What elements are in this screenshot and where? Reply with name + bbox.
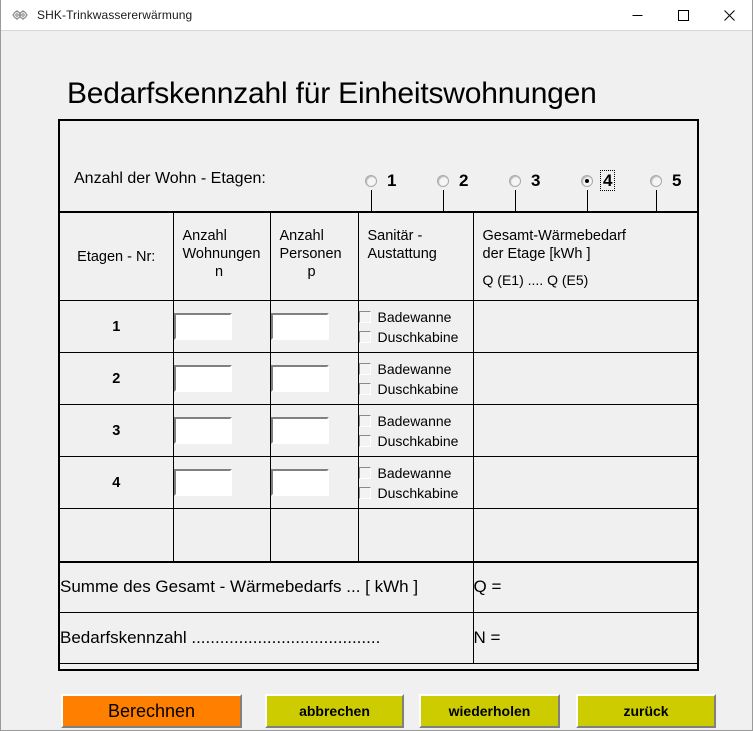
checkbox-indicator-duschkabine[interactable] <box>359 435 371 447</box>
table-row <box>60 457 697 509</box>
form-panel <box>58 119 699 671</box>
personen-input[interactable] <box>271 313 329 340</box>
header-waermebedarf <box>473 213 697 301</box>
table-row <box>60 353 697 405</box>
table-row-empty <box>60 509 697 562</box>
wohnungen-input[interactable] <box>174 313 232 340</box>
checkbox-label-badewanne: Badewanne <box>377 308 452 325</box>
cell-wohnungen <box>173 405 270 457</box>
summary-row-index <box>60 613 697 664</box>
cell-sanitaer <box>358 353 473 405</box>
checkbox-duschkabine[interactable] <box>359 327 473 347</box>
repeat-button[interactable]: wiederholen <box>419 694 560 728</box>
checkbox-duschkabine[interactable] <box>359 379 473 399</box>
empty-cell-waermebedarf <box>473 509 697 562</box>
radio-etagen-5[interactable] <box>650 170 684 191</box>
wohnungen-input[interactable] <box>174 365 232 392</box>
floors-selector-row <box>60 121 697 212</box>
title-bar <box>1 0 752 31</box>
cell-wohnungen <box>173 301 270 353</box>
radio-label-4: 4 <box>600 170 615 191</box>
radio-label-3: 3 <box>531 171 541 190</box>
radio-etagen-4[interactable] <box>581 170 615 191</box>
header-sanitaer-line1: Sanitär - <box>367 228 423 244</box>
summary-row-sum <box>60 562 697 613</box>
empty-cell-wohnungen <box>173 509 270 562</box>
radio-indicator-4[interactable] <box>581 175 593 187</box>
window-title: SHK-Trinkwassererwärmung <box>37 8 193 22</box>
header-wohnungen-line2: Wohnungen <box>182 246 261 262</box>
radio-etagen-2[interactable] <box>437 170 471 191</box>
cell-personen <box>270 457 358 509</box>
row-number: 4 <box>60 457 173 509</box>
summary-sum-symbol: Q = <box>473 577 502 597</box>
header-wohnungen <box>173 213 270 301</box>
header-sanitaer-line2: Austattung <box>367 246 437 262</box>
cell-wohnungen <box>173 457 270 509</box>
floors-label: Anzahl der Wohn - Etagen: <box>74 170 266 187</box>
header-personen-sub: p <box>307 264 316 280</box>
header-personen <box>270 213 358 301</box>
header-personen-line2: Personen <box>279 246 342 262</box>
checkbox-label-duschkabine: Duschkabine <box>377 484 459 501</box>
cell-waermebedarf <box>473 405 697 457</box>
summary-index-symbol: N = <box>473 628 501 647</box>
back-button[interactable]: zurück <box>576 694 716 728</box>
checkbox-badewanne[interactable] <box>359 411 473 431</box>
table-row <box>60 301 697 353</box>
header-etagen-nr: Etagen - Nr: <box>60 213 173 301</box>
header-waermebedarf-line2: der Etage [kWh ] <box>482 246 591 262</box>
checkbox-indicator-duschkabine[interactable] <box>359 331 371 343</box>
checkbox-indicator-badewanne[interactable] <box>359 311 371 323</box>
cell-waermebedarf <box>473 457 697 509</box>
gears-icon <box>12 7 28 23</box>
checkbox-label-duschkabine: Duschkabine <box>377 432 459 449</box>
personen-input[interactable] <box>271 365 329 392</box>
header-waermebedarf-line1: Gesamt-Wärmebedarf <box>482 228 626 244</box>
empty-cell-personen <box>270 509 358 562</box>
cell-personen <box>270 301 358 353</box>
tick-mark-1 <box>371 190 372 211</box>
floors-table <box>60 212 697 664</box>
cell-personen <box>270 405 358 457</box>
wohnungen-input[interactable] <box>174 417 232 444</box>
summary-sum-value <box>473 562 697 613</box>
row-number: 3 <box>60 405 173 457</box>
cell-sanitaer <box>358 405 473 457</box>
header-waermebedarf-line3: Q (E1) .... Q (E5) <box>482 272 589 288</box>
radio-indicator-3[interactable] <box>509 175 521 187</box>
checkbox-badewanne[interactable] <box>359 307 473 327</box>
checkbox-badewanne[interactable] <box>359 359 473 379</box>
radio-indicator-2[interactable] <box>437 175 449 187</box>
radio-etagen-1[interactable] <box>365 170 399 191</box>
window-controls <box>614 0 752 31</box>
personen-input[interactable] <box>271 469 329 496</box>
page-title: Bedarfskennzahl für Einheitswohnungen <box>67 77 597 110</box>
close-icon[interactable] <box>706 0 752 31</box>
checkbox-label-badewanne: Badewanne <box>377 412 452 429</box>
wohnungen-input[interactable] <box>174 469 232 496</box>
radio-etagen-3[interactable] <box>509 170 543 191</box>
checkbox-indicator-duschkabine[interactable] <box>359 487 371 499</box>
checkbox-indicator-badewanne[interactable] <box>359 467 371 479</box>
header-wohnungen-line1: Anzahl <box>182 228 227 244</box>
client-area <box>1 31 752 730</box>
checkbox-indicator-badewanne[interactable] <box>359 415 371 427</box>
checkbox-badewanne[interactable] <box>359 463 473 483</box>
checkbox-label-badewanne: Badewanne <box>377 464 452 481</box>
table-header-row <box>60 213 697 301</box>
minimize-icon[interactable] <box>614 0 660 31</box>
table-row <box>60 405 697 457</box>
radio-indicator-5[interactable] <box>650 175 662 187</box>
cell-sanitaer <box>358 457 473 509</box>
row-number: 1 <box>60 301 173 353</box>
header-wohnungen-sub: n <box>214 264 224 280</box>
header-sanitaer <box>358 213 473 301</box>
calculate-button[interactable]: Berechnen <box>61 694 242 728</box>
tick-mark-5 <box>656 190 657 211</box>
checkbox-duschkabine[interactable] <box>359 431 473 451</box>
cell-waermebedarf <box>473 353 697 405</box>
checkbox-label-badewanne: Badewanne <box>377 360 452 377</box>
checkbox-indicator-badewanne[interactable] <box>359 363 371 375</box>
checkbox-duschkabine[interactable] <box>359 483 473 503</box>
row-number: 2 <box>60 353 173 405</box>
tick-mark-3 <box>515 190 516 211</box>
summary-sum-label: Summe des Gesamt - Wärmebedarfs ... [ kWh ] <box>60 562 473 613</box>
summary-index-value <box>473 613 697 664</box>
checkbox-indicator-duschkabine[interactable] <box>359 383 371 395</box>
cell-wohnungen <box>173 353 270 405</box>
personen-input[interactable] <box>271 417 329 444</box>
header-personen-line1: Anzahl <box>279 228 324 244</box>
checkbox-label-duschkabine: Duschkabine <box>377 380 459 397</box>
summary-index-label: Bedarfskennzahl ........................................ <box>60 613 473 664</box>
cancel-button[interactable]: abbrechen <box>265 694 404 728</box>
tick-mark-2 <box>443 190 444 211</box>
cell-waermebedarf <box>473 301 697 353</box>
cell-sanitaer <box>358 301 473 353</box>
empty-cell-sanitaer <box>358 509 473 562</box>
maximize-icon[interactable] <box>660 0 706 31</box>
button-bar <box>58 694 699 730</box>
radio-indicator-1[interactable] <box>365 175 377 187</box>
checkbox-label-duschkabine: Duschkabine <box>377 328 459 345</box>
empty-cell-nr <box>60 509 173 562</box>
tick-mark-4 <box>587 190 588 211</box>
cell-personen <box>270 353 358 405</box>
radio-label-5: 5 <box>672 171 682 190</box>
radio-label-2: 2 <box>459 171 469 190</box>
radio-label-1: 1 <box>387 171 397 190</box>
